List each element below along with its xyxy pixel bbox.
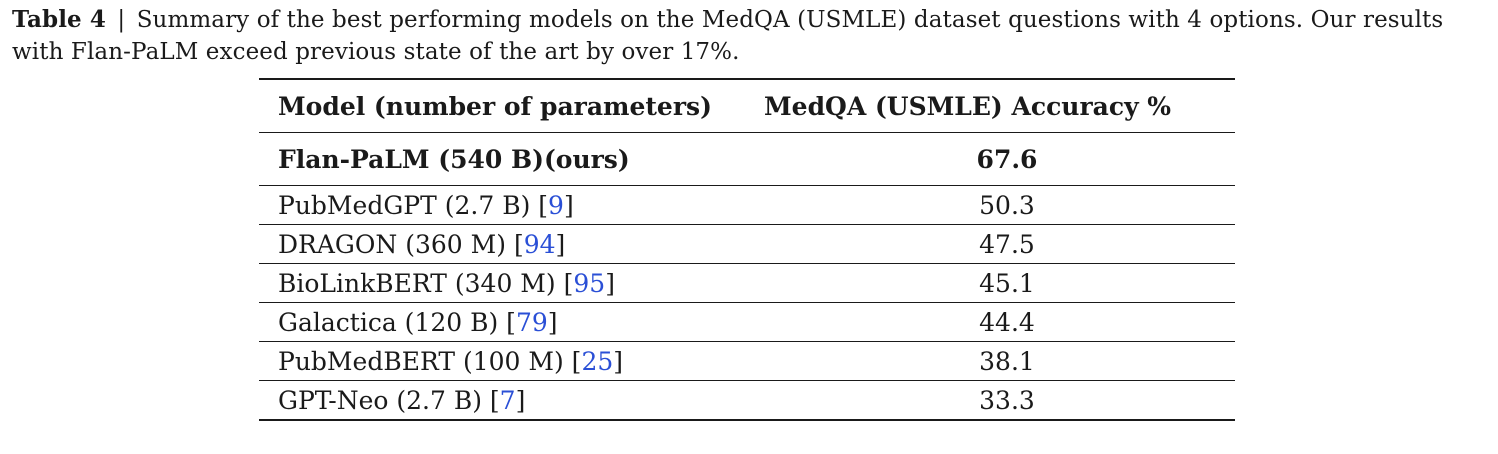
accuracy-value: 38.1	[979, 346, 1035, 376]
accuracy-value: 33.3	[979, 385, 1035, 415]
caption-label: Table 4	[12, 6, 106, 33]
citation-link[interactable]: 25	[581, 346, 614, 376]
model-name: BioLinkBERT (340 M) [95]	[278, 268, 615, 298]
header-model: Model (number of parameters)	[278, 91, 712, 121]
results-table-container	[259, 78, 1235, 421]
table-header-row	[259, 79, 1235, 133]
results-table	[259, 78, 1235, 421]
citation-link[interactable]: 79	[515, 307, 548, 337]
table-row	[259, 186, 1235, 225]
model-name: GPT-Neo (2.7 B) [7]	[278, 385, 526, 415]
citation-link[interactable]: 94	[523, 229, 556, 259]
table-row-ours	[259, 133, 1235, 186]
accuracy-value: 50.3	[979, 190, 1035, 220]
table-row	[259, 381, 1235, 421]
citation-link[interactable]: 9	[548, 190, 564, 220]
model-name: Galactica (120 B) [79]	[278, 307, 558, 337]
citation-link[interactable]: 7	[499, 385, 516, 415]
caption-separator: |	[117, 7, 126, 33]
header-accuracy: MedQA (USMLE) Accuracy %	[764, 91, 1172, 121]
model-name: DRAGON (360 M) [94]	[278, 229, 566, 259]
table-row	[259, 225, 1235, 264]
table-caption	[12, 4, 1488, 68]
table-row	[259, 303, 1235, 342]
model-name-ours: Flan-PaLM (540 B)(ours)	[278, 144, 630, 174]
table-row	[259, 264, 1235, 303]
citation-link[interactable]: 95	[573, 268, 606, 298]
caption-text: Summary of the best performing models on the MedQA (USMLE) dataset questions with 4 options. Our results with Flan-PaLM exceed previous state of the art by over 17%.	[12, 7, 1444, 65]
accuracy-value: 44.4	[979, 307, 1035, 337]
model-name: PubMedBERT (100 M) [25]	[278, 346, 624, 376]
accuracy-value: 47.5	[979, 229, 1035, 259]
accuracy-ours: 67.6	[976, 144, 1038, 174]
table-row	[259, 342, 1235, 381]
model-name: PubMedGPT (2.7 B) [9]	[278, 190, 574, 220]
accuracy-value: 45.1	[979, 268, 1035, 298]
